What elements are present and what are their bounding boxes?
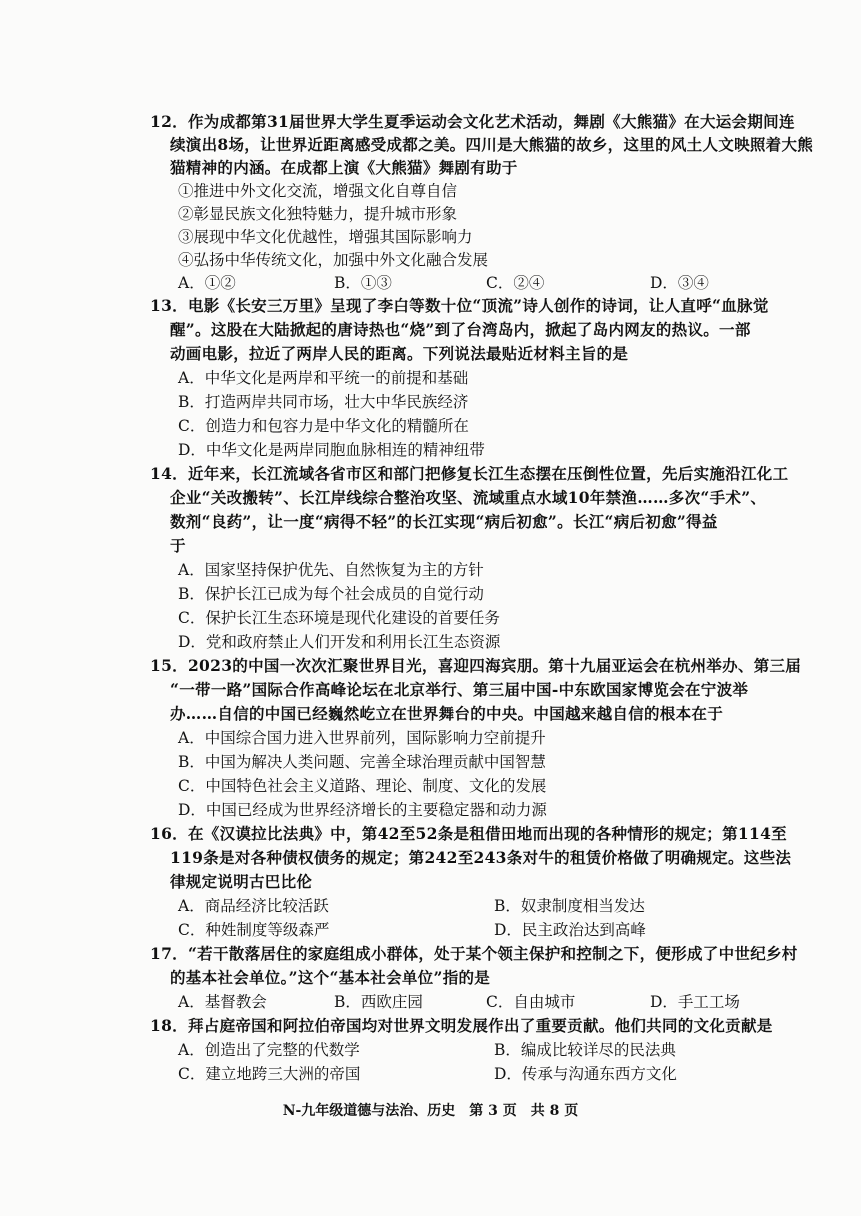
option-c[interactable]: C．中国特色社会主义道路、理论、制度、文化的发展 [178, 777, 547, 795]
option-a[interactable]: A．①② [178, 274, 236, 292]
option-c[interactable]: C．保护长江生态环境是现代化建设的首要任务 [178, 609, 500, 627]
option-a[interactable]: A．创造出了完整的代数学 [178, 1041, 360, 1059]
option-b[interactable]: B．①③ [334, 274, 392, 292]
question-stem-line: 动画电影，拉近了两岸人民的距离。下列说法最贴近材料主旨的是 [170, 344, 629, 363]
question-stem-line: 13．电影《长安三万里》呈现了李白等数十位“顶流”诗人创作的诗词，让人直呼“血脉觉 [150, 296, 769, 315]
option-a[interactable]: A．商品经济比较活跃 [178, 897, 329, 915]
option-d[interactable]: D．民主政治达到高峰 [494, 921, 646, 939]
question-stem-line: 续演出8场，让世界近距离感受成都之美。四川是大熊猫的故乡，这里的风土人文映照着大熊 [170, 135, 814, 154]
option-b[interactable]: B．打造两岸共同市场，壮大中华民族经济 [178, 393, 469, 411]
option-b[interactable]: B．西欧庄园 [334, 993, 423, 1011]
question-stem-line: 18．拜占庭帝国和阿拉伯帝国均对世界文明发展作出了重要贡献。他们共同的文化贡献是 [150, 1016, 773, 1035]
option-b[interactable]: B．保护长江已成为每个社会成员的自觉行动 [178, 585, 484, 603]
option-b[interactable]: B．奴隶制度相当发达 [494, 897, 645, 915]
option-a[interactable]: A．基督教会 [178, 993, 267, 1011]
statement-1: ①推进中外文化交流，增强文化自尊自信 [178, 182, 458, 200]
page-footer: N-九年级道德与法治、历史 第 3 页 共 8 页 [282, 1103, 579, 1119]
option-a[interactable]: A．国家坚持保护优先、自然恢复为主的方针 [178, 561, 484, 579]
option-d[interactable]: D．中华文化是两岸同胞血脉相连的精神纽带 [178, 441, 485, 459]
option-a[interactable]: A．中国综合国力进入世界前列，国际影响力空前提升 [178, 729, 546, 747]
statement-3: ③展现中华文化优越性，增强其国际影响力 [178, 228, 473, 246]
question-stem-line: 的基本社会单位。”这个“基本社会单位”指的是 [170, 968, 491, 987]
statement-4: ④弘扬中华传统文化，加强中外文化融合发展 [178, 251, 489, 269]
question-stem-line: 119条是对各种债权债务的规定；第242至243条对牛的租赁价格做了明确规定。这些法 [170, 848, 792, 867]
question-stem-line: “一带一路”国际合作高峰论坛在北京举行、第三届中国-中东欧国家博览会在宁波举 [170, 680, 749, 699]
question-stem-line: 企业“关改搬转”、长江岸线综合整治攻坚、流域重点水域10年禁渔……多次“手术”、 [170, 488, 767, 507]
question-stem-line: 12．作为成都第31届世界大学生夏季运动会文化艺术活动，舞剧《大熊猫》在大运会期间连 [150, 112, 795, 131]
option-b[interactable]: B．中国为解决人类问题、完善全球治理贡献中国智慧 [178, 753, 546, 771]
option-c[interactable]: C．建立地跨三大洲的帝国 [178, 1065, 361, 1083]
question-stem-line: 律规定说明古巴比伦 [170, 872, 313, 891]
option-d[interactable]: D．③④ [650, 274, 709, 292]
option-c[interactable]: C．②④ [486, 274, 545, 292]
option-d[interactable]: D．传承与沟通东西方文化 [494, 1065, 677, 1083]
option-c[interactable]: C．种姓制度等级森严 [178, 921, 330, 939]
statement-2: ②彰显民族文化独特魅力，提升城市形象 [178, 205, 458, 223]
question-stem-line: 数剂“良药”，让一度“病得不轻”的长江实现“病后初愈”。长江“病后初愈”得益 [170, 512, 718, 531]
question-stem-line: 16．在《汉谟拉比法典》中，第42至52条是租借田地而出现的各种情形的规定；第114至 [150, 824, 787, 843]
question-stem-line: 17．“若干散落居住的家庭组成小群体，处于某个领主保护和控制之下，便形成了中世纪乡村 [150, 944, 798, 963]
question-stem-line: 醒”。这股在大陆掀起的唐诗热也“烧”到了台湾岛内，掀起了岛内网友的热议。一部 [170, 320, 751, 339]
option-c[interactable]: C．创造力和包容力是中华文化的精髓所在 [178, 417, 469, 435]
question-stem-line: 于 [170, 536, 186, 555]
option-a[interactable]: A．中华文化是两岸和平统一的前提和基础 [178, 369, 469, 387]
option-b[interactable]: B．编成比较详尽的民法典 [494, 1041, 676, 1059]
option-d[interactable]: D．党和政府禁止人们开发和利用长江生态资源 [178, 633, 501, 651]
question-stem-line: 14．近年来，长江流域各省市区和部门把修复长江生态摆在压倒性位置，先后实施沿江化工 [150, 464, 789, 483]
option-c[interactable]: C．自由城市 [486, 993, 576, 1011]
option-d[interactable]: D．手工工场 [650, 993, 740, 1011]
question-stem-line: 15．2023的中国一次次汇聚世界目光，喜迎四海宾朋。第十九届亚运会在杭州举办、第三届 [150, 656, 802, 675]
question-stem-line: 办……自信的中国已经巍然屹立在世界舞台的中央。中国越来越自信的根本在于 [170, 704, 724, 723]
question-stem-line: 猫精神的内涵。在成都上演《大熊猫》舞剧有助于 [170, 158, 518, 177]
option-d[interactable]: D．中国已经成为世界经济增长的主要稳定器和动力源 [178, 801, 547, 819]
